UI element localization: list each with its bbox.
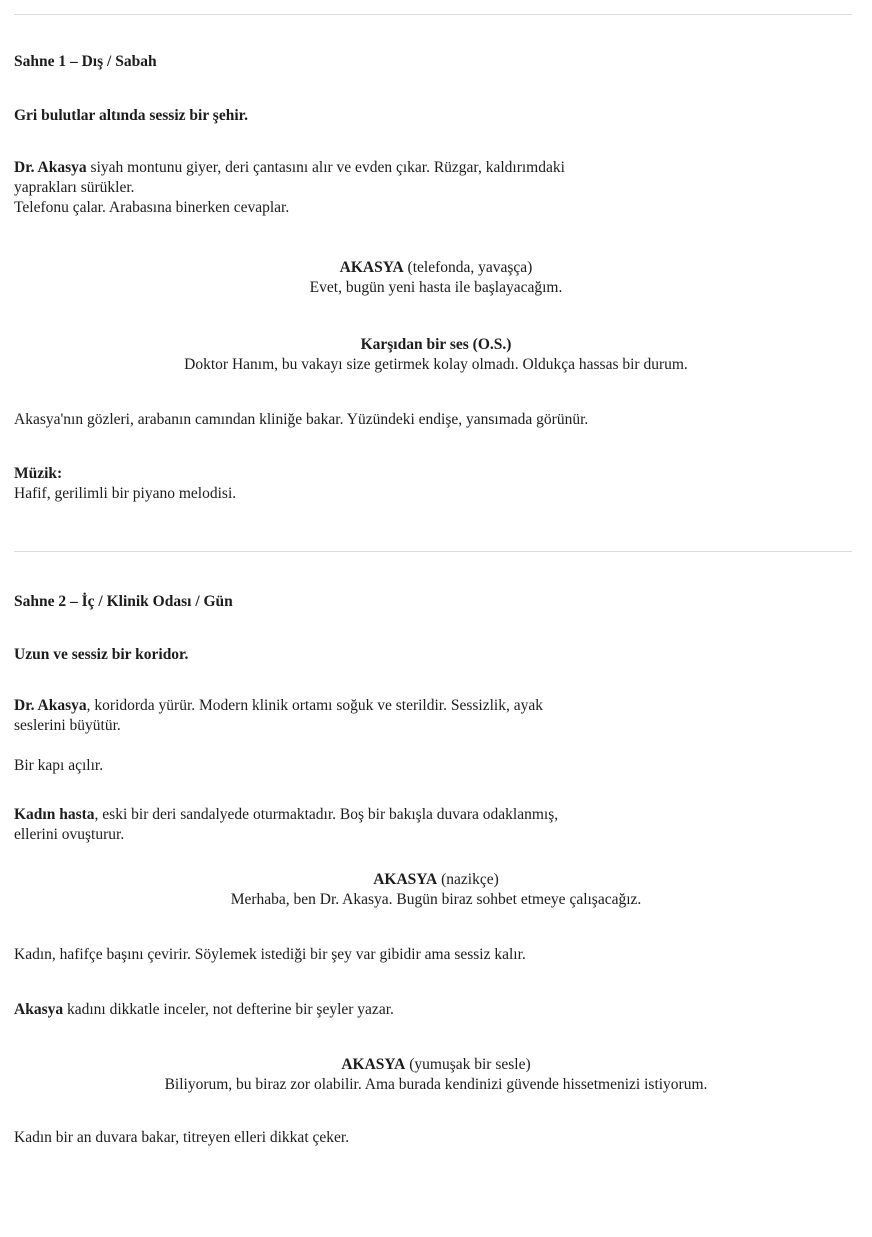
scene1-heading: Sahne 1 – Dış / Sabah [14,53,157,70]
scene2-action2: Bir kapı açılır. [14,757,104,774]
scene2-subheading: Uzun ve sessiz bir koridor. [14,646,189,663]
scene2-heading: Sahne 2 – İç / Klinik Odası / Gün [14,593,233,610]
scene1-action2: Akasya'nın gözleri, arabanın camından kliniğe bakar. Yüzündeki endişe, yansımada görünür. [14,411,589,428]
character-name: Dr. Akasya [14,697,87,714]
scene2-dialogue1-cue [0,870,872,890]
scene1-action1 [14,158,834,218]
scene2-dialogue2-text: Biliyorum, bu biraz zor olabilir. Ama burada kendinizi güvende hissetmenizi istiyorum. [164,1076,708,1093]
scene2-action4: Kadın, hafifçe başını çevirir. Söylemek istediği bir şey var gibidir ama sessiz kalır. [14,946,526,963]
scene1-dialogue2-text: Doktor Hanım, bu vakayı size getirmek kolay olmadı. Oldukça hassas bir durum. [184,356,688,373]
character-name: Dr. Akasya [14,159,87,176]
action-text: yaprakları sürükler. [14,179,135,196]
scene1-music-text: Hafif, gerilimli bir piyano melodisi. [14,485,237,502]
action-text: Telefonu çalar. Arabasına binerken cevaplar. [14,199,290,216]
action-text: kadını dikkatle inceler, not defterine bir şeyler yazar. [63,1001,394,1018]
scene-divider [14,551,852,552]
parenthetical: (nazikçe) [437,871,499,888]
character-cue: AKASYA [339,259,404,276]
top-divider [14,14,852,15]
scene1-subheading: Gri bulutlar altında sessiz bir şehir. [14,107,248,124]
scene2-dialogue1-text: Merhaba, ben Dr. Akasya. Bugün biraz sohbet etmeye çalışacağız. [230,891,642,908]
character-name: Kadın hasta [14,806,95,823]
scene2-action1 [14,696,834,736]
character-name: Akasya [14,1001,64,1018]
parenthetical: (telefonda, yavaşça) [403,259,533,276]
action-text: , eski bir deri sandalyede oturmaktadır. Boş bir bakışla duvara odaklanmış, [94,806,559,823]
scene2-dialogue2-cue [0,1055,872,1075]
scene1-dialogue1-text: Evet, bugün yeni hasta ile başlayacağım. [309,279,563,296]
character-cue: AKASYA [341,1056,406,1073]
scene1-dialogue1-cue [0,258,872,278]
action-text: , koridorda yürür. Modern klinik ortamı soğuk ve sterildir. Sessizlik, ayak [86,697,543,714]
character-cue: AKASYA [373,871,438,888]
scene2-action3 [14,805,834,845]
action-text: seslerini büyütür. [14,717,121,734]
action-text: siyah montunu giyer, deri çantasını alır ve evden çıkar. Rüzgar, kaldırımdaki [86,159,565,176]
scene1-dialogue2-cue: Karşıdan bir ses (O.S.) [360,336,512,353]
action-text: ellerini ovuşturur. [14,826,125,843]
scene2-action6: Kadın bir an duvara bakar, titreyen elleri dikkat çeker. [14,1129,350,1146]
scene2-action5 [14,1000,394,1020]
parenthetical: (yumuşak bir sesle) [405,1056,531,1073]
scene1-music-label: Müzik: [14,465,63,482]
